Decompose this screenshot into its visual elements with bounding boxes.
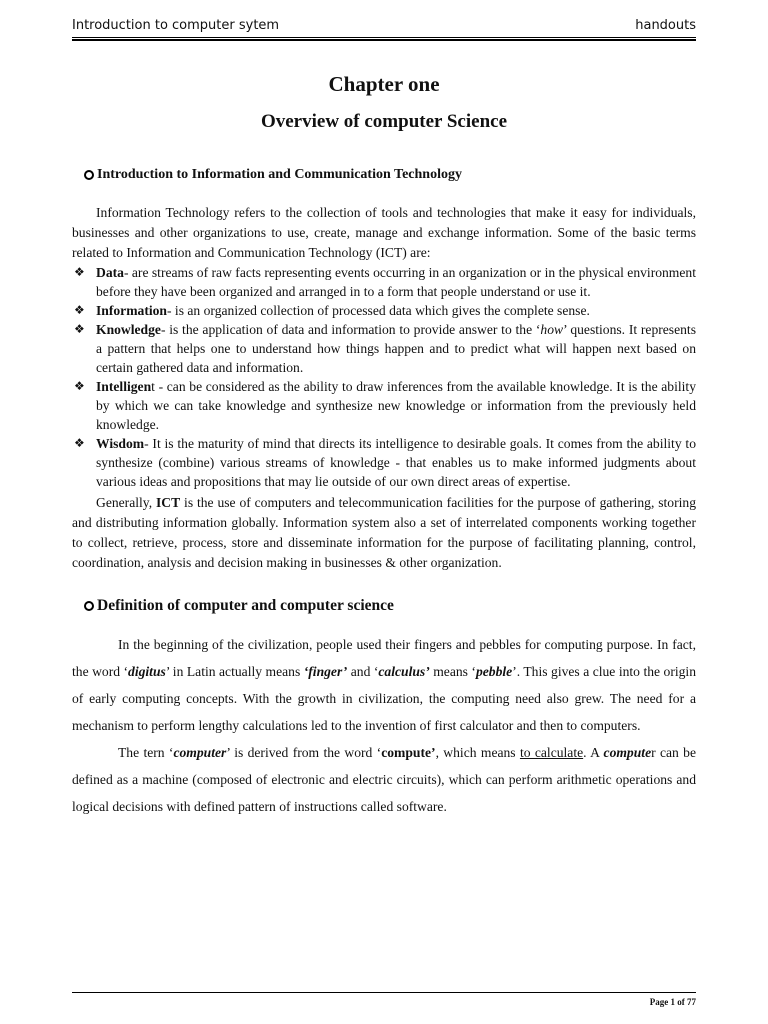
text-run: means ‘ [429, 664, 476, 679]
chapter-title: Chapter one [328, 72, 440, 96]
list-item [72, 263, 696, 301]
text-run: ’ is derived from the word ‘ [226, 745, 382, 760]
text-run: is the use of computers and telecommunication facilities for the purpose of gathering, storing and distributing information globally. Information system also a set of interrelated components working together to collect, retrieve, process, store and disseminate information for the purpose of facilitating planning, control, coordination, analysis and decision making in businesses & other organization. [72, 495, 696, 570]
text-run: Generally, [96, 495, 156, 510]
text-run: and ‘ [347, 664, 379, 679]
text-run: , which means [435, 745, 520, 760]
term-emphasis: how [540, 322, 564, 337]
text-run: ’. This gives a clue into the origin of early computing concepts. With the growth in civilization, the computing need also grew. The need for a mechanism to perform lengthy calculations led to the invention of first calculator and then to computers. [72, 664, 696, 733]
list-item [72, 434, 696, 491]
list-item [72, 301, 696, 320]
text-run: r can be defined as a machine (composed of electronic and electric circuits), which can perform arithmetic operations and logical decisions with defined pattern of instructions called software. [72, 745, 696, 814]
bold-italic-run: digitus [128, 664, 166, 679]
text-run: . A [583, 745, 604, 760]
list-item [72, 320, 696, 377]
term-name: Information [96, 303, 167, 318]
circle-bullet-icon [84, 601, 94, 611]
term-name: Intelligen [96, 379, 152, 394]
definition-paragraph-2 [72, 739, 696, 820]
page-footer [72, 992, 696, 1007]
chapter-subtitle: Overview of computer Science [260, 111, 508, 132]
page-content [72, 72, 696, 820]
ict-terms-list [72, 263, 696, 491]
ict-closing-paragraph [72, 493, 696, 573]
section-heading-text: Introduction to Information and Communication Technology [97, 167, 462, 182]
bold-italic-run: calculus’ [378, 664, 430, 679]
bold-italic-run: computer [173, 745, 227, 760]
term-description: - is an organized collection of processed data which gives the complete sense. [167, 303, 590, 318]
underlined-run: to calculate [519, 745, 584, 760]
definition-paragraph-1 [72, 631, 696, 739]
circle-bullet-icon [84, 170, 94, 180]
term-description: - It is the maturity of mind that directs its intelligence to desirable goals. It comes from the ability to synthesize (combine) various streams of knowledge - that enables us to make informed judgments about various ideas and propositions that may lie outside of our own direct areas of expertise. [96, 436, 696, 489]
bold-run: compute’ [381, 745, 436, 760]
section-heading-ict [84, 167, 696, 183]
bold-italic-run: compute [603, 745, 652, 760]
diamond-bullet-icon: ❖ [74, 436, 85, 450]
page-header [72, 18, 696, 38]
ict-intro-paragraph: Information Technology refers to the collection of tools and technologies that make it easy for individuals, businesses and other organizations to use, create, manage and exchange information. Some of the basic terms related to Information and Communication Technology (ICT) are: [72, 205, 696, 260]
list-item [72, 377, 696, 434]
term-description: - can be considered as the ability to draw inferences from the available knowledge. It is the ability by which we can take knowledge and synthesize new knowledge or information from the previously held knowledge. [96, 379, 696, 432]
section-heading-text: Definition of computer and computer science [97, 597, 394, 614]
term-description: - are streams of raw facts representing events occurring in an organization or in the physical environment before they have been organized and arranged in to a form that people understand or use it. [96, 265, 696, 299]
text-run: The tern ‘ [118, 745, 174, 760]
header-doc-title: Introduction to computer sytem [72, 18, 280, 33]
header-doc-type: handouts [635, 18, 696, 33]
term-description: - is the application of data and information to provide answer to the ‘ [160, 322, 541, 337]
diamond-bullet-icon: ❖ [74, 379, 85, 393]
bold-run: ICT [155, 495, 181, 510]
text-run: In the beginning of the civilization, people used their fingers and pebbles for computing purpose. In fact, the word ‘ [72, 637, 696, 679]
diamond-bullet-icon: ❖ [74, 303, 85, 317]
text-run: ’ in Latin actually means [165, 664, 304, 679]
bold-italic-run: ‘finger’ [303, 664, 348, 679]
term-name-tail: t [151, 379, 155, 394]
term-name: Wisdom [96, 436, 145, 451]
term-description-tail: ’ questions. It represents a pattern that helps one to understand how things happen and to predict what will happen next based on certain gathered data and information. [96, 322, 696, 375]
bold-italic-run: pebble [475, 664, 513, 679]
term-name: Knowledge [96, 322, 161, 337]
diamond-bullet-icon: ❖ [74, 322, 85, 336]
section-heading-definition [84, 597, 696, 615]
term-name: Data [96, 265, 124, 280]
page-number: Page 1 of 77 [649, 997, 696, 1007]
diamond-bullet-icon: ❖ [74, 265, 85, 279]
